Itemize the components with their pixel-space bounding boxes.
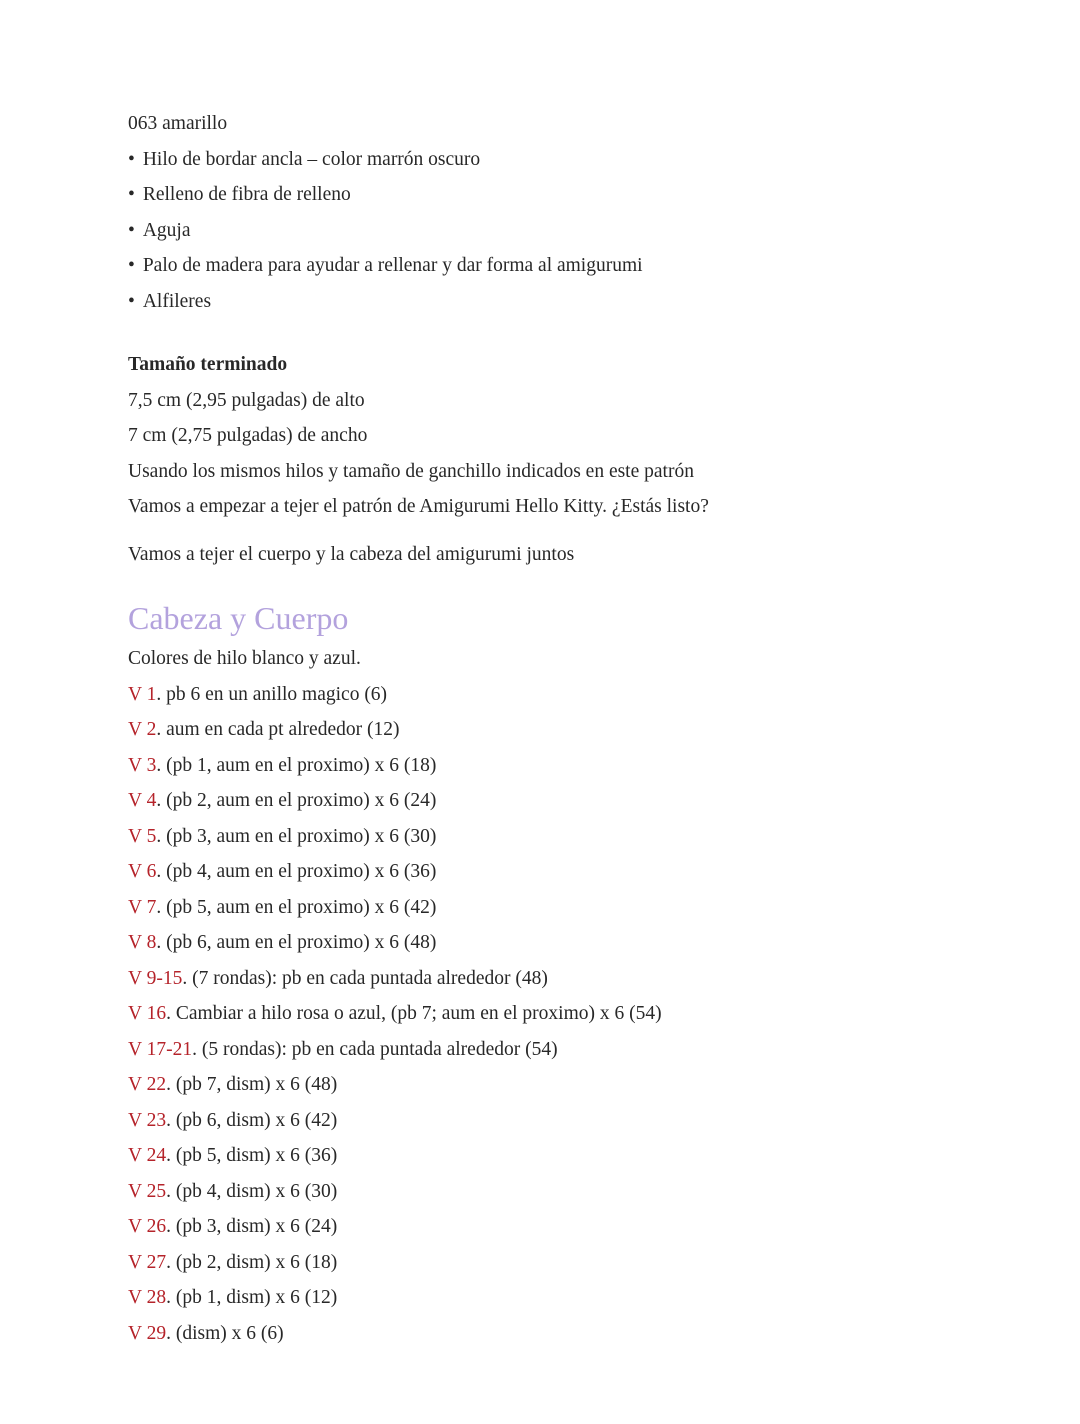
round-label: V 17-21 [128, 1038, 193, 1060]
pattern-round [128, 783, 1040, 819]
bullet-item [128, 284, 1040, 320]
pattern-round [128, 890, 1040, 926]
round-instruction: . (pb 2, aum en el proximo) x 6 (24) [156, 790, 437, 811]
round-label: V 25 [128, 1180, 167, 1202]
pattern-round [128, 1245, 1040, 1281]
bullet-item [128, 248, 1040, 284]
pattern-round [128, 748, 1040, 784]
round-instruction: . (pb 5, dism) x 6 (36) [166, 1145, 338, 1166]
round-instruction: . (pb 3, aum en el proximo) x 6 (30) [156, 825, 437, 847]
round-label: V 7 [128, 896, 157, 918]
bullet-icon: • [128, 148, 135, 170]
pattern-round [128, 854, 1040, 890]
pattern-round [128, 1209, 1040, 1245]
pattern-round [128, 1103, 1040, 1139]
round-label: V 9-15 [128, 967, 183, 989]
size-line-height: 7,5 cm (2,95 pulgadas) de alto [128, 389, 365, 411]
round-instruction: . (pb 6, dism) x 6 (42) [166, 1109, 338, 1131]
round-instruction: . pb 6 en un anillo magico (6) [156, 683, 388, 705]
size-line-start-note: Vamos a empezar a tejer el patrón de Amigurumi Hello Kitty. ¿Estás listo? [128, 496, 709, 517]
bullet-icon: • [128, 290, 135, 312]
bullet-item [128, 213, 1040, 249]
pattern-round [128, 961, 1040, 997]
round-label: V 22 [128, 1074, 167, 1095]
pattern-round [128, 1280, 1040, 1316]
pattern-round [128, 1032, 1040, 1068]
round-label: V 16 [128, 1003, 167, 1024]
round-label: V 2 [128, 719, 157, 740]
body-head-together-note: Vamos a tejer el cuerpo y la cabeza del amigurumi juntos [128, 543, 575, 565]
pattern-round [128, 1316, 1040, 1352]
pattern-round [128, 712, 1040, 748]
round-instruction: . (pb 3, dism) x 6 (24) [166, 1216, 338, 1237]
bullet-item-text: Alfileres [142, 290, 212, 312]
pattern-round [128, 1174, 1040, 1210]
size-line-width: 7 cm (2,75 pulgadas) de ancho [128, 425, 368, 446]
bullet-icon: • [128, 255, 135, 276]
round-instruction: . (pb 1, aum en el proximo) x 6 (18) [156, 754, 437, 776]
pattern-section-heading: Cabeza y Cuerpo [128, 600, 349, 636]
round-label: V 3 [128, 754, 157, 776]
round-instruction: . (pb 2, dism) x 6 (18) [166, 1251, 338, 1273]
round-label: V 28 [128, 1287, 167, 1308]
round-instruction: . (pb 1, dism) x 6 (12) [166, 1287, 338, 1308]
bullet-icon: • [128, 219, 135, 241]
round-label: V 24 [128, 1145, 167, 1166]
bullet-item [128, 142, 1040, 178]
bullet-item-text: Relleno de fibra de relleno [142, 184, 351, 205]
round-label: V 23 [128, 1109, 167, 1131]
round-instruction: . (pb 7, dism) x 6 (48) [166, 1074, 338, 1095]
round-label: V 27 [128, 1251, 167, 1273]
bullet-item-text: Palo de madera para ayudar a rellenar y dar forma al amigurumi [142, 255, 643, 276]
round-label: V 8 [128, 932, 157, 953]
pattern-round [128, 1138, 1040, 1174]
round-instruction: . (dism) x 6 (6) [166, 1322, 284, 1344]
pattern-round [128, 819, 1040, 855]
round-label: V 26 [128, 1216, 167, 1237]
bullet-item-text: Hilo de bordar ancla – color marrón oscuro [142, 148, 481, 170]
yarn-colors-note: Colores de hilo blanco y azul. [128, 648, 361, 669]
round-instruction: . (pb 4, dism) x 6 (30) [166, 1180, 338, 1202]
round-label: V 29 [128, 1322, 167, 1344]
pattern-round [128, 925, 1040, 961]
round-instruction: . aum en cada pt alrededor (12) [156, 719, 400, 740]
round-instruction: . (pb 5, aum en el proximo) x 6 (42) [156, 896, 437, 918]
round-instruction: . Cambiar a hilo rosa o azul, (pb 7; aum en el proximo) x 6 (54) [166, 1003, 662, 1024]
round-label: V 1 [128, 683, 157, 705]
pattern-round [128, 996, 1040, 1032]
round-instruction: . (7 rondas): pb en cada puntada alrededor (48) [182, 967, 548, 989]
round-instruction: . (pb 6, aum en el proximo) x 6 (48) [156, 932, 437, 953]
round-label: V 4 [128, 790, 157, 811]
size-section-heading: Tamaño terminado [128, 354, 288, 375]
pattern-round [128, 1067, 1040, 1103]
bullet-item-text: Aguja [142, 219, 191, 241]
pattern-round [128, 677, 1040, 713]
bullet-item [128, 177, 1040, 213]
round-label: V 6 [128, 861, 157, 882]
bullet-icon: • [128, 184, 135, 205]
round-instruction: . (5 rondas): pb en cada puntada alrededor (54) [192, 1038, 558, 1060]
round-label: V 5 [128, 825, 157, 847]
materials-intro-line: 063 amarillo [128, 113, 228, 134]
size-line-yarn-note: Usando los mismos hilos y tamaño de ganchillo indicados en este patrón [128, 460, 694, 482]
round-instruction: . (pb 4, aum en el proximo) x 6 (36) [156, 861, 437, 882]
